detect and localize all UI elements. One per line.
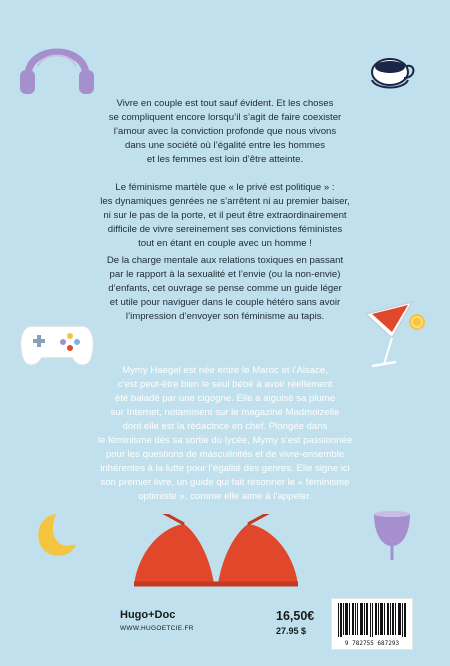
text-line: l’impression d’envoyer son féminisme au tapis.: [125, 311, 325, 322]
text-line: difficile de vivre sereinement ses convictions féministes: [107, 224, 343, 235]
text-line: le féminisme dès sa sortie du lycée, Mymy s’est passionnée: [97, 435, 353, 446]
text-line: ni sur le pas de la porte, et il peut être extraordinairement: [103, 210, 347, 221]
barcode: [331, 598, 413, 650]
teacup-icon: [366, 50, 418, 92]
text-line: Mymy Haegel est née entre le Maroc et l’Alsace,: [122, 365, 328, 376]
text-line: et les femmes est loin d’être atteinte.: [146, 154, 304, 165]
intro-paragraph: [60, 97, 390, 167]
text-line: tout en étant en couple avec un homme !: [138, 238, 312, 249]
author-bio: [60, 364, 390, 504]
price-eur: 16,50€: [276, 609, 315, 623]
text-line: optimiste », comme elle aime à l’appeler.: [138, 491, 312, 502]
text-line: pour les questions de masculinités et de vivre-ensemble: [105, 449, 345, 460]
text-line: dont elle est la rédactrice en chef. Plongée dans: [122, 421, 328, 432]
summary-paragraph: [60, 254, 390, 324]
barcode-bars: [332, 601, 412, 641]
text-line: l’amour avec la conviction profonde que nous vivons: [113, 126, 337, 137]
text-line: dans une société où l’égalité entre les hommes: [125, 140, 325, 151]
bra-icon: [122, 514, 312, 600]
text-line: c’est peut-être bien le seul bébé à avoir réellement: [117, 379, 333, 390]
text-line: Le féminisme martèle que « le privé est politique » :: [115, 182, 335, 193]
text-line: De la charge mentale aux relations toxiques en passant: [106, 255, 344, 266]
text-line: d’enfants, cet ouvrage se pense comme un guide léger: [108, 283, 342, 294]
text-line: se compliquent encore lorsqu’il s’agit de faire coexister: [108, 112, 342, 123]
text-line: et utile pour naviguer dans le couple hétéro sans avoir: [109, 297, 341, 308]
barcode-number: 9 782755 687293: [344, 640, 400, 647]
text-line: inhérentes à la lutte pour l’égalité des genres. Elle signe ici: [100, 463, 350, 474]
publisher-url: WWW.HUGOETCIE.FR: [120, 625, 194, 632]
menstrual-cup-icon: [370, 508, 414, 564]
headphones-icon: [18, 36, 96, 98]
feminism-paragraph: [60, 181, 390, 251]
publisher-logo: Hugo+Doc: [120, 609, 176, 621]
text-line: par le rapport à la sexualité et l’envie (ou la non-envie): [109, 269, 341, 280]
text-line: son premier livre, un guide qui fait résonner le « féminisme: [100, 477, 350, 488]
price-other: 27.95 $: [276, 626, 307, 636]
text-line: les dynamiques genrées ne s’arrêtent ni au premier baiser,: [100, 196, 350, 207]
text-line: été baladé par une cigogne. Elle a aiguisé sa plume: [114, 393, 336, 404]
text-line: Vivre en couple est tout sauf évident. Et les choses: [116, 98, 334, 109]
moon-icon: [30, 510, 78, 560]
text-line: sur Internet, notamment sur le magazine Madmoizelle: [110, 407, 340, 418]
gamepad-icon: [18, 318, 96, 370]
